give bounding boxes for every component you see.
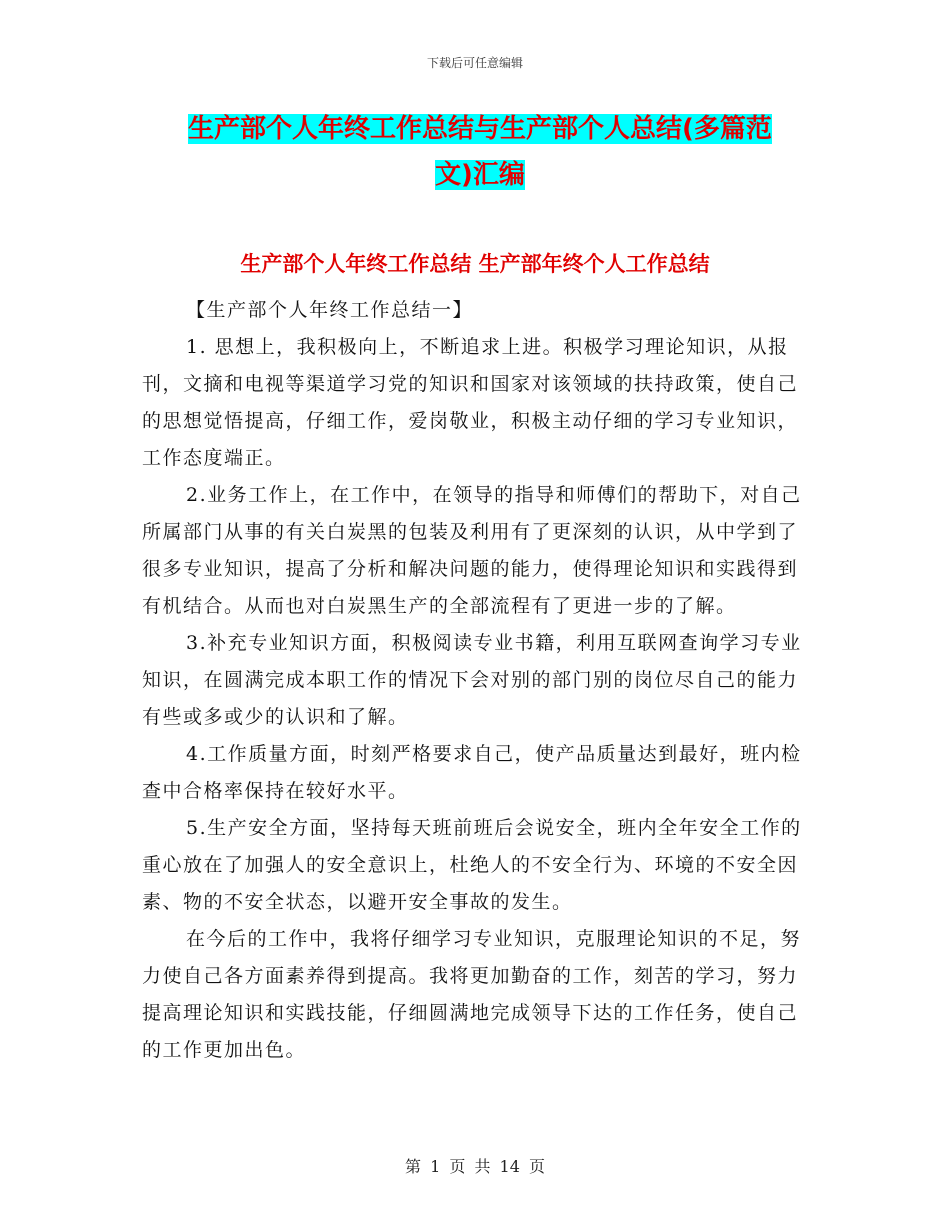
- paragraph: 4.工作质量方面，时刻严格要求自己，使产品质量达到最好，班内检查中合格率保持在较好水平。: [142, 743, 802, 802]
- document-title: [150, 106, 810, 198]
- paragraph: 5.生产安全方面，坚持每天班前班后会说安全，班内全年安全工作的重心放在了加强人的安全意识上，杜绝人的不安全行为、环境的不安全因素、物的不安全状态，以避开安全事故的发生。: [142, 817, 802, 913]
- header-note: 下载后可任意编辑: [426, 56, 523, 70]
- section-title: 生产部个人年终工作总结 生产部年终个人工作总结: [240, 252, 710, 276]
- page-footer: 第 1 页 共 14 页: [405, 1157, 545, 1176]
- document-title-line-1: 生产部个人年终工作总结与生产部个人总结(多篇范: [188, 114, 772, 144]
- paragraph: 1. 思想上，我积极向上，不断追求上进。积极学习理论知识，从报刊，文摘和电视等渠道学习党的知识和国家对该领域的扶持政策，使自己的思想觉悟提高，仔细工作，爱岗敬业，积极主动仔细的学习专业知识，工作态度端正。: [142, 336, 799, 469]
- paragraph: 在今后的工作中，我将仔细学习专业知识，克服理论知识的不足，努力使自己各方面素养得到提高。我将更加勤奋的工作，刻苦的学习，努力提高理论知识和实践技能，仔细圆满地完成领导下达的工作任务，使自己的工作更加出色。: [142, 928, 802, 1061]
- document-body: [142, 292, 810, 1069]
- paragraph: 3.补充专业知识方面，积极阅读专业书籍，利用互联网查询学习专业知识，在圆满完成本职工作的情况下会对别的部门别的岗位尽自己的能力有些或多或少的认识和了解。: [142, 632, 802, 728]
- paragraph: 2.业务工作上，在工作中，在领导的指导和师傅们的帮助下，对自己所属部门从事的有关白炭黑的包装及利用有了更深刻的认识，从中学到了很多专业知识，提高了分析和解决问题的能力，使得理论知识和实践得到有机结合。从而也对白炭黑生产的全部流程有了更进一步的了解。: [142, 484, 802, 617]
- document-title-line-2: 文)汇编: [435, 160, 525, 190]
- subheading: 【生产部个人年终工作总结一】: [186, 299, 474, 321]
